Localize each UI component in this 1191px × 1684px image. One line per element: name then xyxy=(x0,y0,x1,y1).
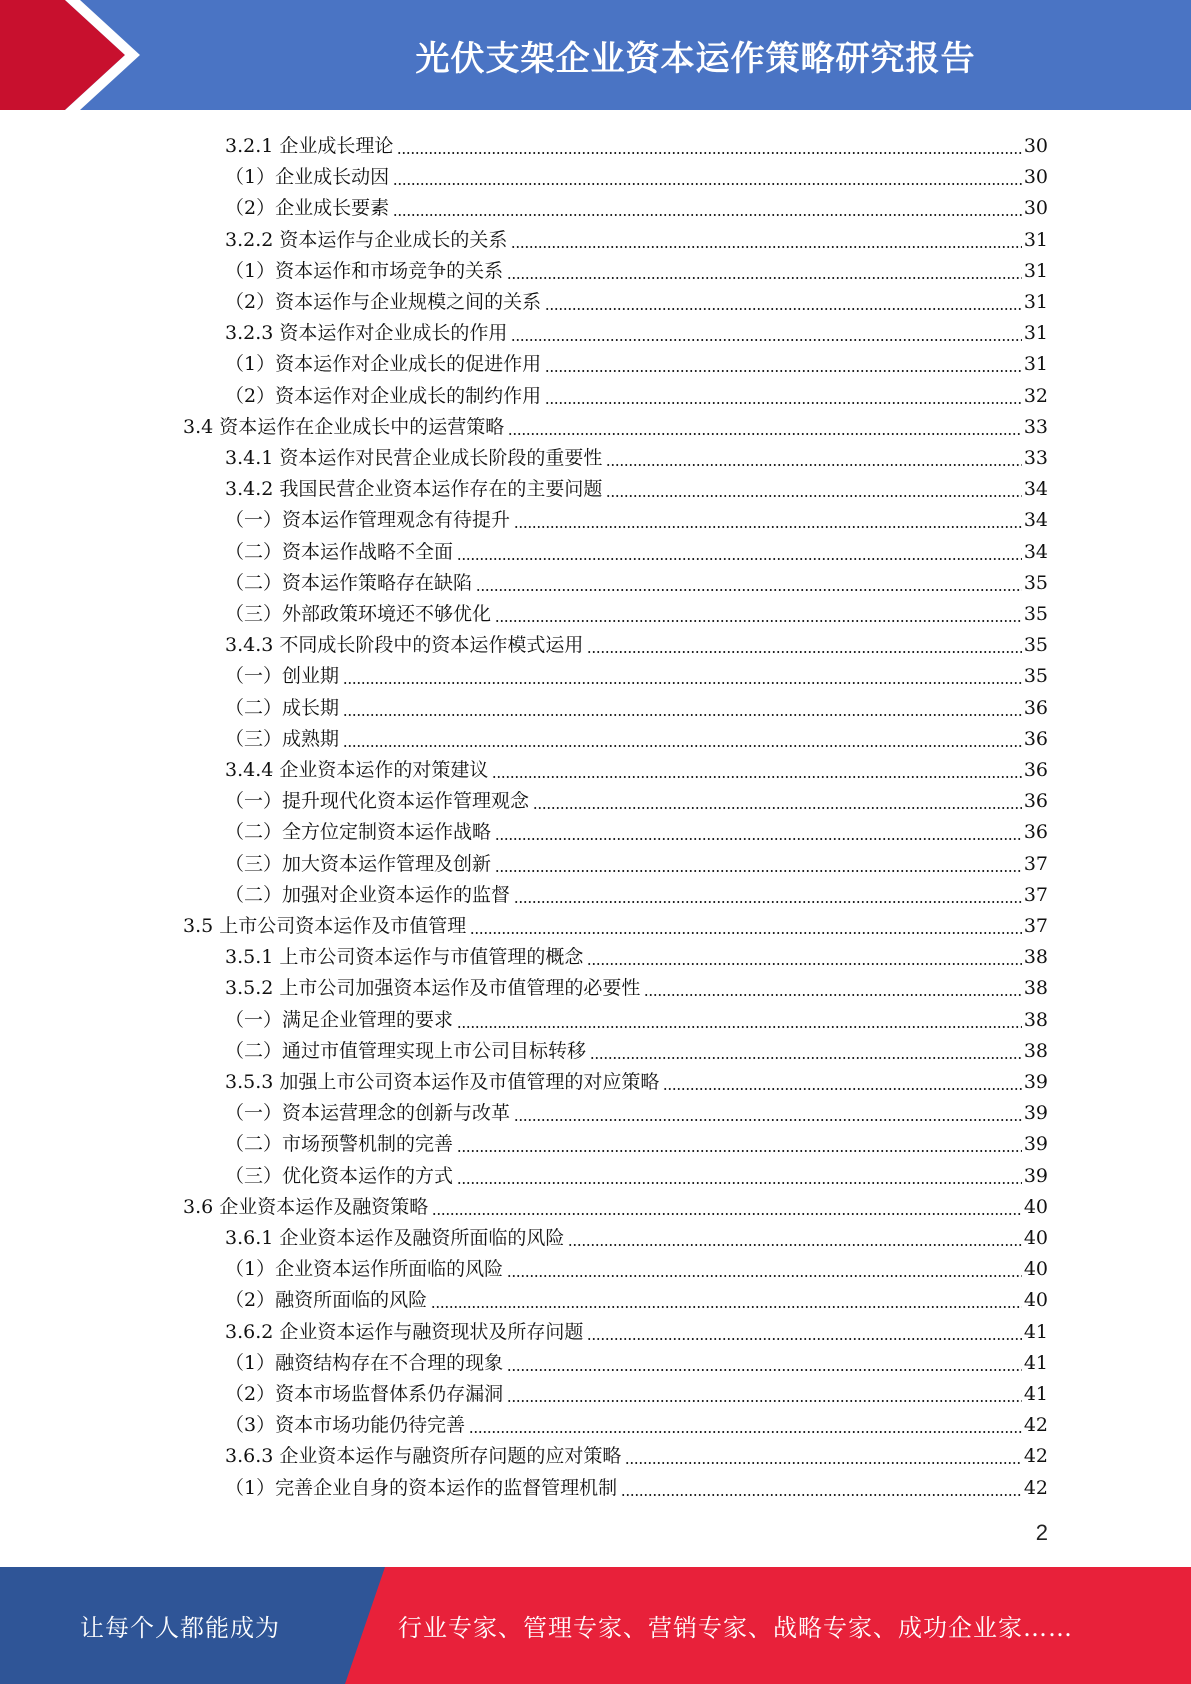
toc-entry-label: （2）资本运作与企业规模之间的关系 xyxy=(225,291,542,313)
toc-entry-page: 30 xyxy=(1023,197,1048,220)
toc-dot-leader xyxy=(663,1070,1021,1094)
toc-dot-leader xyxy=(393,196,1022,220)
toc-entry-label: 3.6.1 企业资本运作及融资所面临的风险 xyxy=(225,1227,565,1249)
toc-entry[interactable] xyxy=(183,1188,1048,1219)
toc-entry-page: 32 xyxy=(1023,384,1048,407)
toc-entry-label: （三）加大资本运作管理及创新 xyxy=(225,852,492,875)
toc-entry[interactable] xyxy=(225,345,1048,376)
toc-dot-leader xyxy=(457,1132,1022,1156)
toc-entry-label: （三）优化资本运作的方式 xyxy=(225,1164,454,1187)
toc-entry-label: 3.4.2 我国民营企业资本运作存在的主要问题 xyxy=(225,478,603,501)
toc-entry-label: （1）企业成长动因 xyxy=(225,166,390,189)
toc-entry-label: （1）企业资本运作所面临的风险 xyxy=(225,1258,504,1281)
toc-entry-page: 42 xyxy=(1023,1414,1048,1437)
toc-dot-leader xyxy=(495,602,1022,626)
toc-entry-page: 33 xyxy=(1023,415,1048,438)
toc-entry-page: 34 xyxy=(1023,478,1048,501)
toc-entry-label: 3.6.3 企业资本运作与融资所存问题的应对策略 xyxy=(225,1445,622,1468)
toc-entry-page: 31 xyxy=(1023,228,1048,251)
toc-entry[interactable] xyxy=(225,221,1048,252)
toc-dot-leader xyxy=(469,1413,1022,1437)
toc-dot-leader xyxy=(457,1164,1022,1188)
toc-entry[interactable] xyxy=(225,1063,1048,1094)
toc-dot-leader xyxy=(606,446,1021,470)
toc-dot-leader xyxy=(492,758,1021,782)
toc-entry-page: 31 xyxy=(1023,322,1048,345)
toc-entry[interactable] xyxy=(225,1406,1048,1437)
toc-entry[interactable] xyxy=(225,1001,1048,1032)
toc-entry-page: 36 xyxy=(1023,759,1048,781)
toc-entry-label: 3.4.4 企业资本运作的对策建议 xyxy=(225,759,489,781)
toc-entry-page: 38 xyxy=(1023,1008,1048,1031)
toc-entry-label: （一）提升现代化资本运作管理观念 xyxy=(225,790,530,813)
toc-entry[interactable] xyxy=(225,1125,1048,1156)
toc-entry-label: 3.5.1 上市公司资本运作与市值管理的概念 xyxy=(225,946,584,969)
toc-entry-label: 3.5 上市公司资本运作及市值管理 xyxy=(183,915,467,937)
toc-dot-leader xyxy=(495,820,1022,844)
toc-entry-page: 40 xyxy=(1023,1289,1048,1312)
footer-slogan-right: 行业专家、管理专家、营销专家、战略专家、成功企业家…… xyxy=(398,1614,1073,1642)
toc-entry[interactable] xyxy=(225,1469,1048,1500)
toc-dot-leader xyxy=(393,165,1022,189)
toc-entry-page: 37 xyxy=(1023,915,1048,937)
toc-entry-page: 36 xyxy=(1023,790,1048,813)
toc-entry-label: （3）资本市场功能仍待完善 xyxy=(225,1414,466,1437)
toc-entry-label: （二）资本运作策略存在缺陷 xyxy=(225,571,473,594)
toc-entry-label: （二）市场预警机制的完善 xyxy=(225,1133,454,1156)
toc-entry-page: 36 xyxy=(1023,696,1048,719)
toc-entry[interactable] xyxy=(225,782,1048,813)
toc-dot-leader xyxy=(343,664,1022,688)
toc-dot-leader xyxy=(511,321,1021,345)
toc-entry[interactable] xyxy=(225,1281,1048,1312)
toc-entry[interactable] xyxy=(225,314,1048,345)
toc-entry[interactable] xyxy=(225,1375,1048,1406)
toc-entry-page: 41 xyxy=(1023,1320,1048,1343)
toc-entry-page: 40 xyxy=(1023,1227,1048,1249)
toc-entry-label: （1）资本运作对企业成长的促进作用 xyxy=(225,353,542,376)
toc-entry[interactable] xyxy=(225,533,1048,564)
toc-entry[interactable] xyxy=(225,845,1048,876)
toc-entry[interactable] xyxy=(225,439,1048,470)
toc-entry-label: 3.4 资本运作在企业成长中的运营策略 xyxy=(183,415,505,438)
toc-entry-label: （三）成熟期 xyxy=(225,727,340,750)
toc-dot-leader xyxy=(507,1257,1022,1281)
toc-entry[interactable] xyxy=(225,969,1048,1000)
toc-entry[interactable] xyxy=(225,657,1048,688)
toc-entry[interactable] xyxy=(225,1313,1048,1344)
toc-entry-label: （1）融资结构存在不合理的现象 xyxy=(225,1351,504,1374)
toc-entry-page: 35 xyxy=(1023,571,1048,594)
toc-entry[interactable] xyxy=(225,720,1048,751)
toc-entry-page: 35 xyxy=(1023,603,1048,625)
toc-dot-leader xyxy=(343,696,1022,720)
toc-entry-page: 31 xyxy=(1023,291,1048,313)
toc-entry-page: 38 xyxy=(1023,977,1048,1000)
toc-entry[interactable] xyxy=(225,1250,1048,1281)
toc-dot-leader xyxy=(587,633,1021,657)
toc-entry-page: 35 xyxy=(1023,665,1048,688)
toc-entry[interactable] xyxy=(225,1157,1048,1188)
toc-entry-page: 35 xyxy=(1023,634,1048,657)
toc-entry-label: （一）满足企业管理的要求 xyxy=(225,1008,454,1031)
toc-dot-leader xyxy=(545,290,1022,314)
toc-entry-page: 40 xyxy=(1023,1258,1048,1281)
toc-entry-page: 39 xyxy=(1023,1071,1048,1093)
toc-entry[interactable] xyxy=(225,1032,1048,1063)
footer-slogan-left: 让每个人都能成为 xyxy=(80,1614,280,1642)
toc-entry-page: 36 xyxy=(1023,821,1048,844)
toc-entry-label: 3.2.3 资本运作对企业成长的作用 xyxy=(225,322,508,345)
toc-entry-label: （二）加强对企业资本运作的监督 xyxy=(225,883,511,906)
toc-entry[interactable] xyxy=(225,1344,1048,1375)
toc-dot-leader xyxy=(432,1195,1022,1219)
toc-dot-leader xyxy=(476,571,1022,595)
toc-entry[interactable] xyxy=(225,283,1048,314)
toc-dot-leader xyxy=(514,508,1022,532)
toc-entry-page: 30 xyxy=(1023,166,1048,189)
toc-entry[interactable] xyxy=(225,252,1048,283)
toc-entry-page: 37 xyxy=(1023,883,1048,906)
toc-entry[interactable] xyxy=(225,876,1048,907)
toc-entry-label: （2）企业成长要素 xyxy=(225,197,390,220)
toc-entry-label: 3.2.1 企业成长理论 xyxy=(225,135,394,157)
toc-dot-leader xyxy=(470,914,1022,938)
toc-entry-label: 3.4.3 不同成长阶段中的资本运作模式运用 xyxy=(225,634,584,657)
toc-entry-label: （二）全方位定制资本运作战略 xyxy=(225,821,492,844)
toc-dot-leader xyxy=(431,1288,1022,1312)
toc-entry[interactable] xyxy=(225,470,1048,501)
toc-entry-page: 30 xyxy=(1023,135,1048,157)
toc-entry[interactable] xyxy=(225,1219,1048,1250)
toc-entry[interactable] xyxy=(225,1437,1048,1468)
toc-entry-label: 3.6.2 企业资本运作与融资现状及所存问题 xyxy=(225,1320,584,1343)
toc-dot-leader xyxy=(343,727,1022,751)
toc-entry-label: （二）通过市值管理实现上市公司目标转移 xyxy=(225,1039,587,1062)
toc-dot-leader xyxy=(621,1476,1022,1500)
toc-entry-page: 31 xyxy=(1023,353,1048,376)
toc-dot-leader xyxy=(644,976,1021,1000)
toc-entry-page: 34 xyxy=(1023,540,1048,563)
toc-entry-label: （一）资本运作管理观念有待提升 xyxy=(225,509,511,532)
toc-dot-leader xyxy=(508,415,1022,439)
toc-entry-page: 39 xyxy=(1023,1102,1048,1125)
toc-entry-page: 34 xyxy=(1023,509,1048,532)
toc-entry-page: 37 xyxy=(1023,852,1048,875)
toc-dot-leader xyxy=(587,945,1021,969)
toc-entry[interactable] xyxy=(225,377,1048,408)
toc-entry[interactable] xyxy=(183,408,1048,439)
toc-dot-leader xyxy=(495,852,1022,876)
toc-entry[interactable] xyxy=(225,1094,1048,1125)
toc-dot-leader xyxy=(514,1101,1022,1125)
page-header xyxy=(0,0,1191,110)
toc-dot-leader xyxy=(568,1226,1021,1250)
toc-entry[interactable] xyxy=(183,907,1048,938)
toc-dot-leader xyxy=(397,134,1021,158)
toc-entry-label: 3.5.3 加强上市公司资本运作及市值管理的对应策略 xyxy=(225,1071,660,1093)
toc-entry-label: （一）创业期 xyxy=(225,665,340,688)
report-title: 光伏支架企业资本运作策略研究报告 xyxy=(415,38,976,79)
toc-dot-leader xyxy=(507,259,1022,283)
toc-entry-label: （2）资本市场监督体系仍存漏洞 xyxy=(225,1383,504,1405)
toc-entry[interactable] xyxy=(225,501,1048,532)
toc-entry-page: 36 xyxy=(1023,727,1048,750)
toc-entry-label: （1）完善企业自身的资本运作的监督管理机制 xyxy=(225,1476,618,1499)
toc-dot-leader xyxy=(533,789,1022,813)
toc-entry-label: 3.2.2 资本运作与企业成长的关系 xyxy=(225,228,508,251)
toc-entry[interactable] xyxy=(225,751,1048,782)
toc-dot-leader xyxy=(514,883,1022,907)
toc-entry[interactable] xyxy=(225,689,1048,720)
toc-entry-page: 41 xyxy=(1023,1383,1048,1405)
toc-entry-page: 31 xyxy=(1023,259,1048,282)
toc-entry-label: （二）资本运作战略不全面 xyxy=(225,540,454,563)
toc-dot-leader xyxy=(625,1444,1021,1468)
toc-entry-page: 42 xyxy=(1023,1476,1048,1499)
toc-dot-leader xyxy=(507,1351,1022,1375)
toc-dot-leader xyxy=(457,540,1022,564)
toc-entry-page: 39 xyxy=(1023,1164,1048,1187)
toc-entry-page: 41 xyxy=(1023,1351,1048,1374)
toc-dot-leader xyxy=(507,1382,1022,1406)
toc-dot-leader xyxy=(511,228,1021,252)
toc-entry-label: 3.5.2 上市公司加强资本运作及市值管理的必要性 xyxy=(225,977,641,1000)
toc-entry[interactable] xyxy=(225,158,1048,189)
toc-entry-label: （一）资本运营理念的创新与改革 xyxy=(225,1102,511,1125)
toc-entry-label: （2）资本运作对企业成长的制约作用 xyxy=(225,384,542,407)
toc-dot-leader xyxy=(587,1320,1021,1344)
toc-dot-leader xyxy=(545,352,1022,376)
toc-entry[interactable] xyxy=(225,189,1048,220)
toc-entry-page: 39 xyxy=(1023,1133,1048,1156)
toc-entry-label: 3.4.1 资本运作对民营企业成长阶段的重要性 xyxy=(225,447,603,469)
toc-entry[interactable] xyxy=(225,564,1048,595)
toc-dot-leader xyxy=(545,384,1022,408)
toc-dot-leader xyxy=(606,477,1021,501)
toc-entry-label: （三）外部政策环境还不够优化 xyxy=(225,603,492,625)
toc-entry-page: 42 xyxy=(1023,1445,1048,1468)
toc-entry-label: （2）融资所面临的风险 xyxy=(225,1289,428,1312)
toc-entry-label: （二）成长期 xyxy=(225,696,340,719)
page-number: 2 xyxy=(1035,1520,1048,1545)
toc-dot-leader xyxy=(590,1039,1022,1063)
toc-entry-page: 40 xyxy=(1023,1195,1048,1218)
toc-entry-page: 38 xyxy=(1023,946,1048,969)
toc-dot-leader xyxy=(457,1008,1022,1032)
toc-entry-label: 3.6 企业资本运作及融资策略 xyxy=(183,1195,429,1218)
toc-entry-page: 33 xyxy=(1023,447,1048,469)
toc-entry-page: 38 xyxy=(1023,1039,1048,1062)
toc-entry[interactable] xyxy=(225,938,1048,969)
toc-entry-label: （1）资本运作和市场竞争的关系 xyxy=(225,259,504,282)
toc-entry[interactable] xyxy=(225,127,1048,158)
toc-entry[interactable] xyxy=(225,626,1048,657)
toc-entry[interactable] xyxy=(225,813,1048,844)
toc-entry[interactable] xyxy=(225,595,1048,626)
page-footer xyxy=(0,1567,1191,1684)
